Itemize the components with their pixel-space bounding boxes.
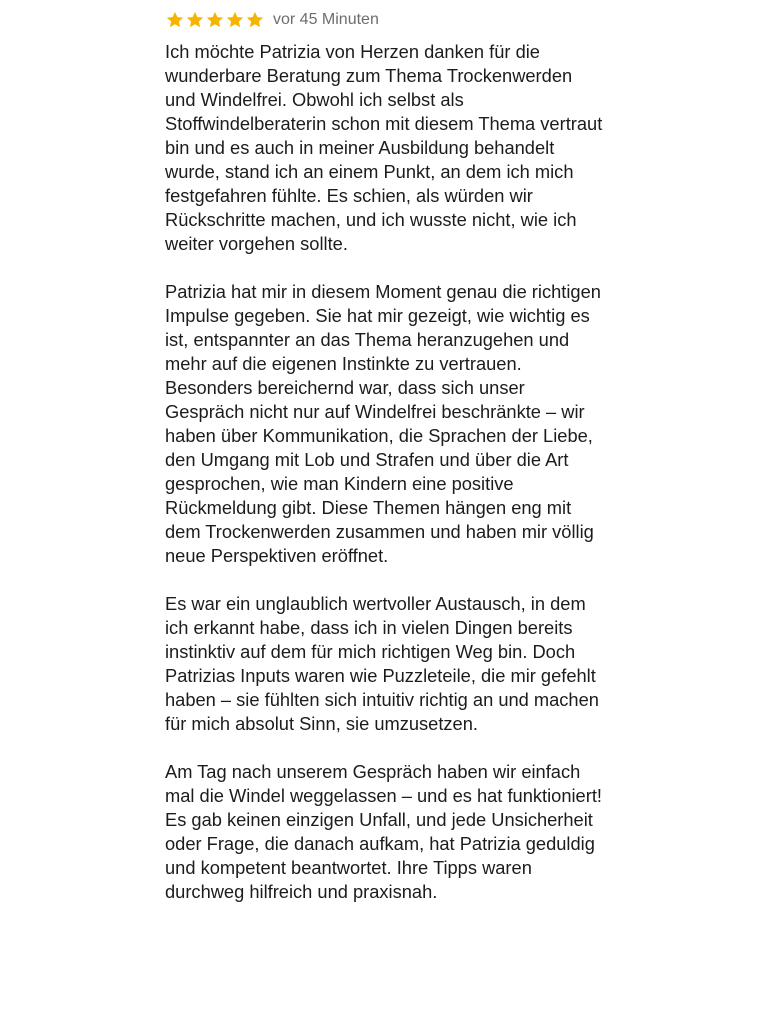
star-rating (165, 10, 265, 30)
review-card (165, 8, 605, 904)
review-paragraph: Patrizia hat mir in diesem Moment genau die richtigen Impulse gegeben. Sie hat mir gezeigt, wie wichtig es ist, entspannter an das Thema heranzugehen und mehr auf die eigenen Instinkte zu vertrauen. Besonders bereichernd war, dass sich unser Gespräch nicht nur auf Windelfrei beschränkte – wir haben über Kommunikation, die Sprachen der Liebe, den Umgang mit Lob und Strafen und über die Art gesprochen, wie man Kindern eine positive Rückmeldung gibt. Diese Themen hängen eng mit dem Trockenwerden zusammen und haben mir völlig neue Perspektiven eröffnet. (165, 281, 601, 566)
star-icon (165, 10, 185, 30)
star-icon (245, 10, 265, 30)
star-icon (225, 10, 245, 30)
review-meta (165, 8, 605, 32)
review-paragraph: Ich möchte Patrizia von Herzen danken für die wunderbare Beratung zum Thema Trockenwerden und Windelfrei. Obwohl ich selbst als Stoffwindelberaterin schon mit diesem Thema vertraut bin und es auch in meiner Ausbildung behandelt wurde, stand ich an einem Punkt, an dem ich mich festgefahren fühlte. Es schien, als würden wir Rückschritte machen, und ich wusste nicht, wie ich weiter vorgehen sollte. (165, 41, 603, 254)
review-paragraph: Am Tag nach unserem Gespräch haben wir einfach mal die Windel weggelassen – und es hat funktioniert! Es gab keinen einzigen Unfall, und jede Unsicherheit oder Frage, die danach aufkam, hat Patrizia geduldig und kompetent beantwortet. Ihre Tipps waren durchweg hilfreich und praxisnah. (165, 761, 602, 902)
review-timestamp: vor 45 Minuten (273, 11, 379, 28)
star-icon (185, 10, 205, 30)
review-text (165, 40, 605, 904)
star-icon (205, 10, 225, 30)
review-paragraph: Es war ein unglaublich wertvoller Austausch, in dem ich erkannt habe, dass ich in vielen Dingen bereits instinktiv auf dem für mich richtigen Weg bin. Doch Patrizias Inputs waren wie Puzzleteile, die mir gefehlt haben – sie fühlten sich intuitiv richtig an und machen für mich absolut Sinn, sie umzusetzen. (165, 593, 599, 734)
